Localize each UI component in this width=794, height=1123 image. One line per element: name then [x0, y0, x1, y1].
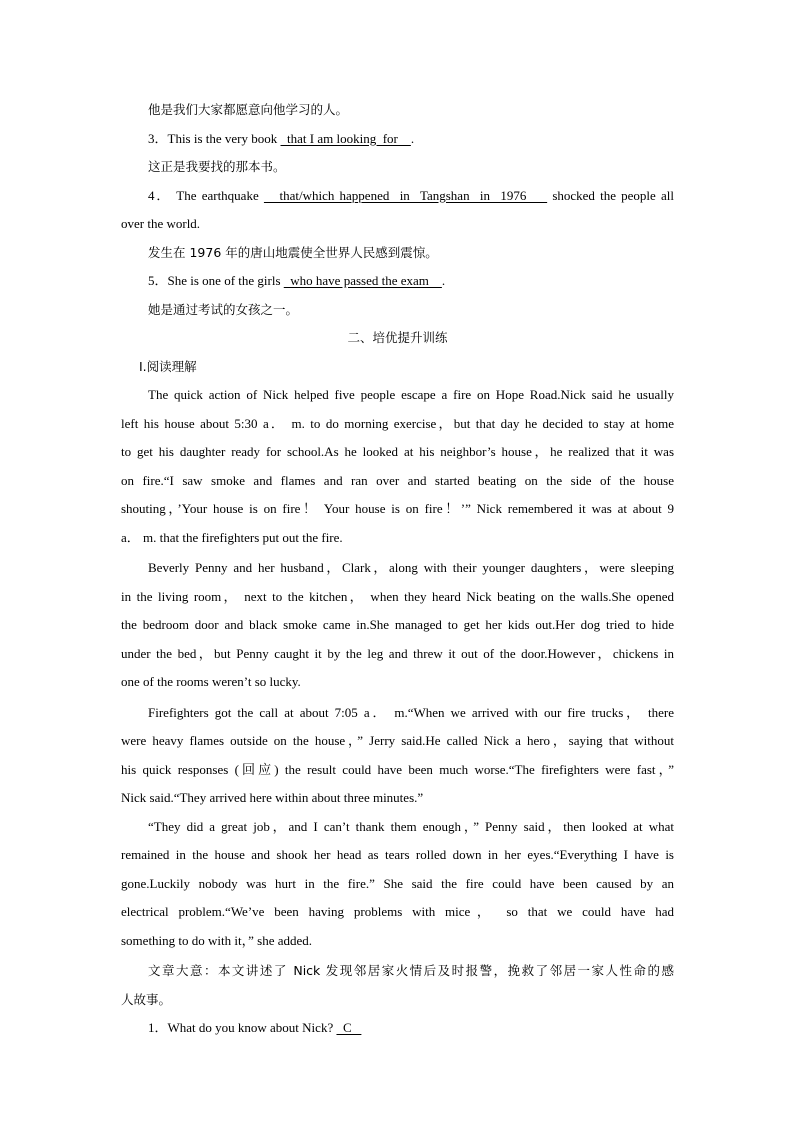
question-1	[121, 1014, 674, 1043]
exercise-3	[121, 125, 674, 154]
passage-line: Beverly Penny and her husband，Clark，along with their younger daughters，were sleeping	[148, 560, 674, 575]
translation-line: 她是通过考试的女孩之一。	[148, 301, 299, 317]
translation-line: 发生在 1976 年的唐山地震使全世界人民感到震惊。	[148, 244, 438, 260]
passage-line: in the living room， next to the kitchen， when they heard Nick beating on the walls.She opened	[121, 588, 674, 604]
exercise-text: 5．She is one of the girls	[148, 273, 284, 288]
exercise-text: shocked the people all	[547, 187, 674, 203]
passage-line: gone.Luckily nobody was hurt in the fire.” She said the fire could have been caused by an	[121, 875, 674, 891]
passage-line: something to do with it，” she added.	[121, 932, 313, 948]
passage-line: his quick responses (回应) the result could have been much worse.“The firefighters were fast，”	[121, 761, 674, 777]
passage-line: under the bed，but Penny caught it by the leg and threw it out of the door.However，chickens in	[121, 645, 674, 661]
document-page	[121, 96, 674, 1043]
passage-line: Nick said.“They arrived here within about three minutes.”	[121, 790, 424, 805]
passage-line: a． m. that the firefighters put out the fire.	[121, 529, 343, 545]
exercise-4	[121, 182, 674, 211]
exercise-text: 4． The earthquake	[148, 187, 264, 203]
passage-line: were heavy flames outside on the house，” Jerry said.He called Nick a hero，saying that without	[121, 733, 674, 748]
section-title: 二、培优提升训练	[347, 330, 448, 345]
summary-line: 人故事。	[121, 991, 172, 1007]
answer-blank: who have passed the exam	[283, 273, 442, 288]
translation-line: 这正是我要找的那本书。	[148, 159, 286, 174]
passage-line: The quick action of Nick helped five people escape a fire on Hope Road.Nick said he usually	[148, 387, 674, 402]
exercise-5	[121, 267, 674, 296]
section-subtitle: Ⅰ.阅读理解	[139, 358, 197, 374]
exercise-text: .	[410, 130, 415, 146]
translation-line: 他是我们大家都愿意向他学习的人。	[148, 102, 349, 117]
passage-line: Firefighters got the call at about 7:05 a． m.“When we arrived with our fire trucks， there	[148, 704, 674, 720]
passage-line: on fire.“I saw smoke and flames and ran over and started beating on the side of the house	[121, 472, 674, 488]
passage-line: remained in the house and shook her head as tears rolled down in her eyes.“Everything I have is	[121, 847, 674, 862]
question-text: 1．What do you know about Nick?	[148, 1020, 337, 1035]
passage-line: one of the rooms weren’t so lucky.	[121, 674, 301, 689]
passage-line: the bedroom door and black smoke came in.She managed to get her kids out.Her dog tried to hide	[121, 617, 674, 632]
passage-line: electrical problem.“We’ve been having problems with mice， so that we could have had	[121, 904, 674, 919]
answer-blank: that I am looking for	[280, 130, 411, 146]
exercise-text: .	[441, 273, 446, 288]
passage-line: “They did a great job，and I can’t thank them enough，” Penny said，then looked at what	[148, 818, 674, 834]
summary-line: 文章大意：本文讲述了 Nick 发现邻居家火情后及时报警，挽救了邻居一家人性命的感	[148, 963, 674, 978]
exercise-text: over the world.	[121, 216, 201, 231]
passage-line: to get his daughter ready for school.As he looked at his neighbor’s house，he realized that it was	[121, 444, 674, 459]
answer-blank: that/which happened in Tangshan in 1976	[263, 187, 548, 203]
passage-line: left his house about 5:30 a． m. to do morning exercise，but that day he decided to stay at home	[121, 415, 674, 431]
answer-blank: C	[336, 1020, 362, 1035]
exercise-text: 3．This is the very book	[148, 130, 281, 146]
passage-line: shouting，’Your house is on fire！ Your house is on fire！’” Nick remembered it was at about 9	[121, 501, 674, 516]
